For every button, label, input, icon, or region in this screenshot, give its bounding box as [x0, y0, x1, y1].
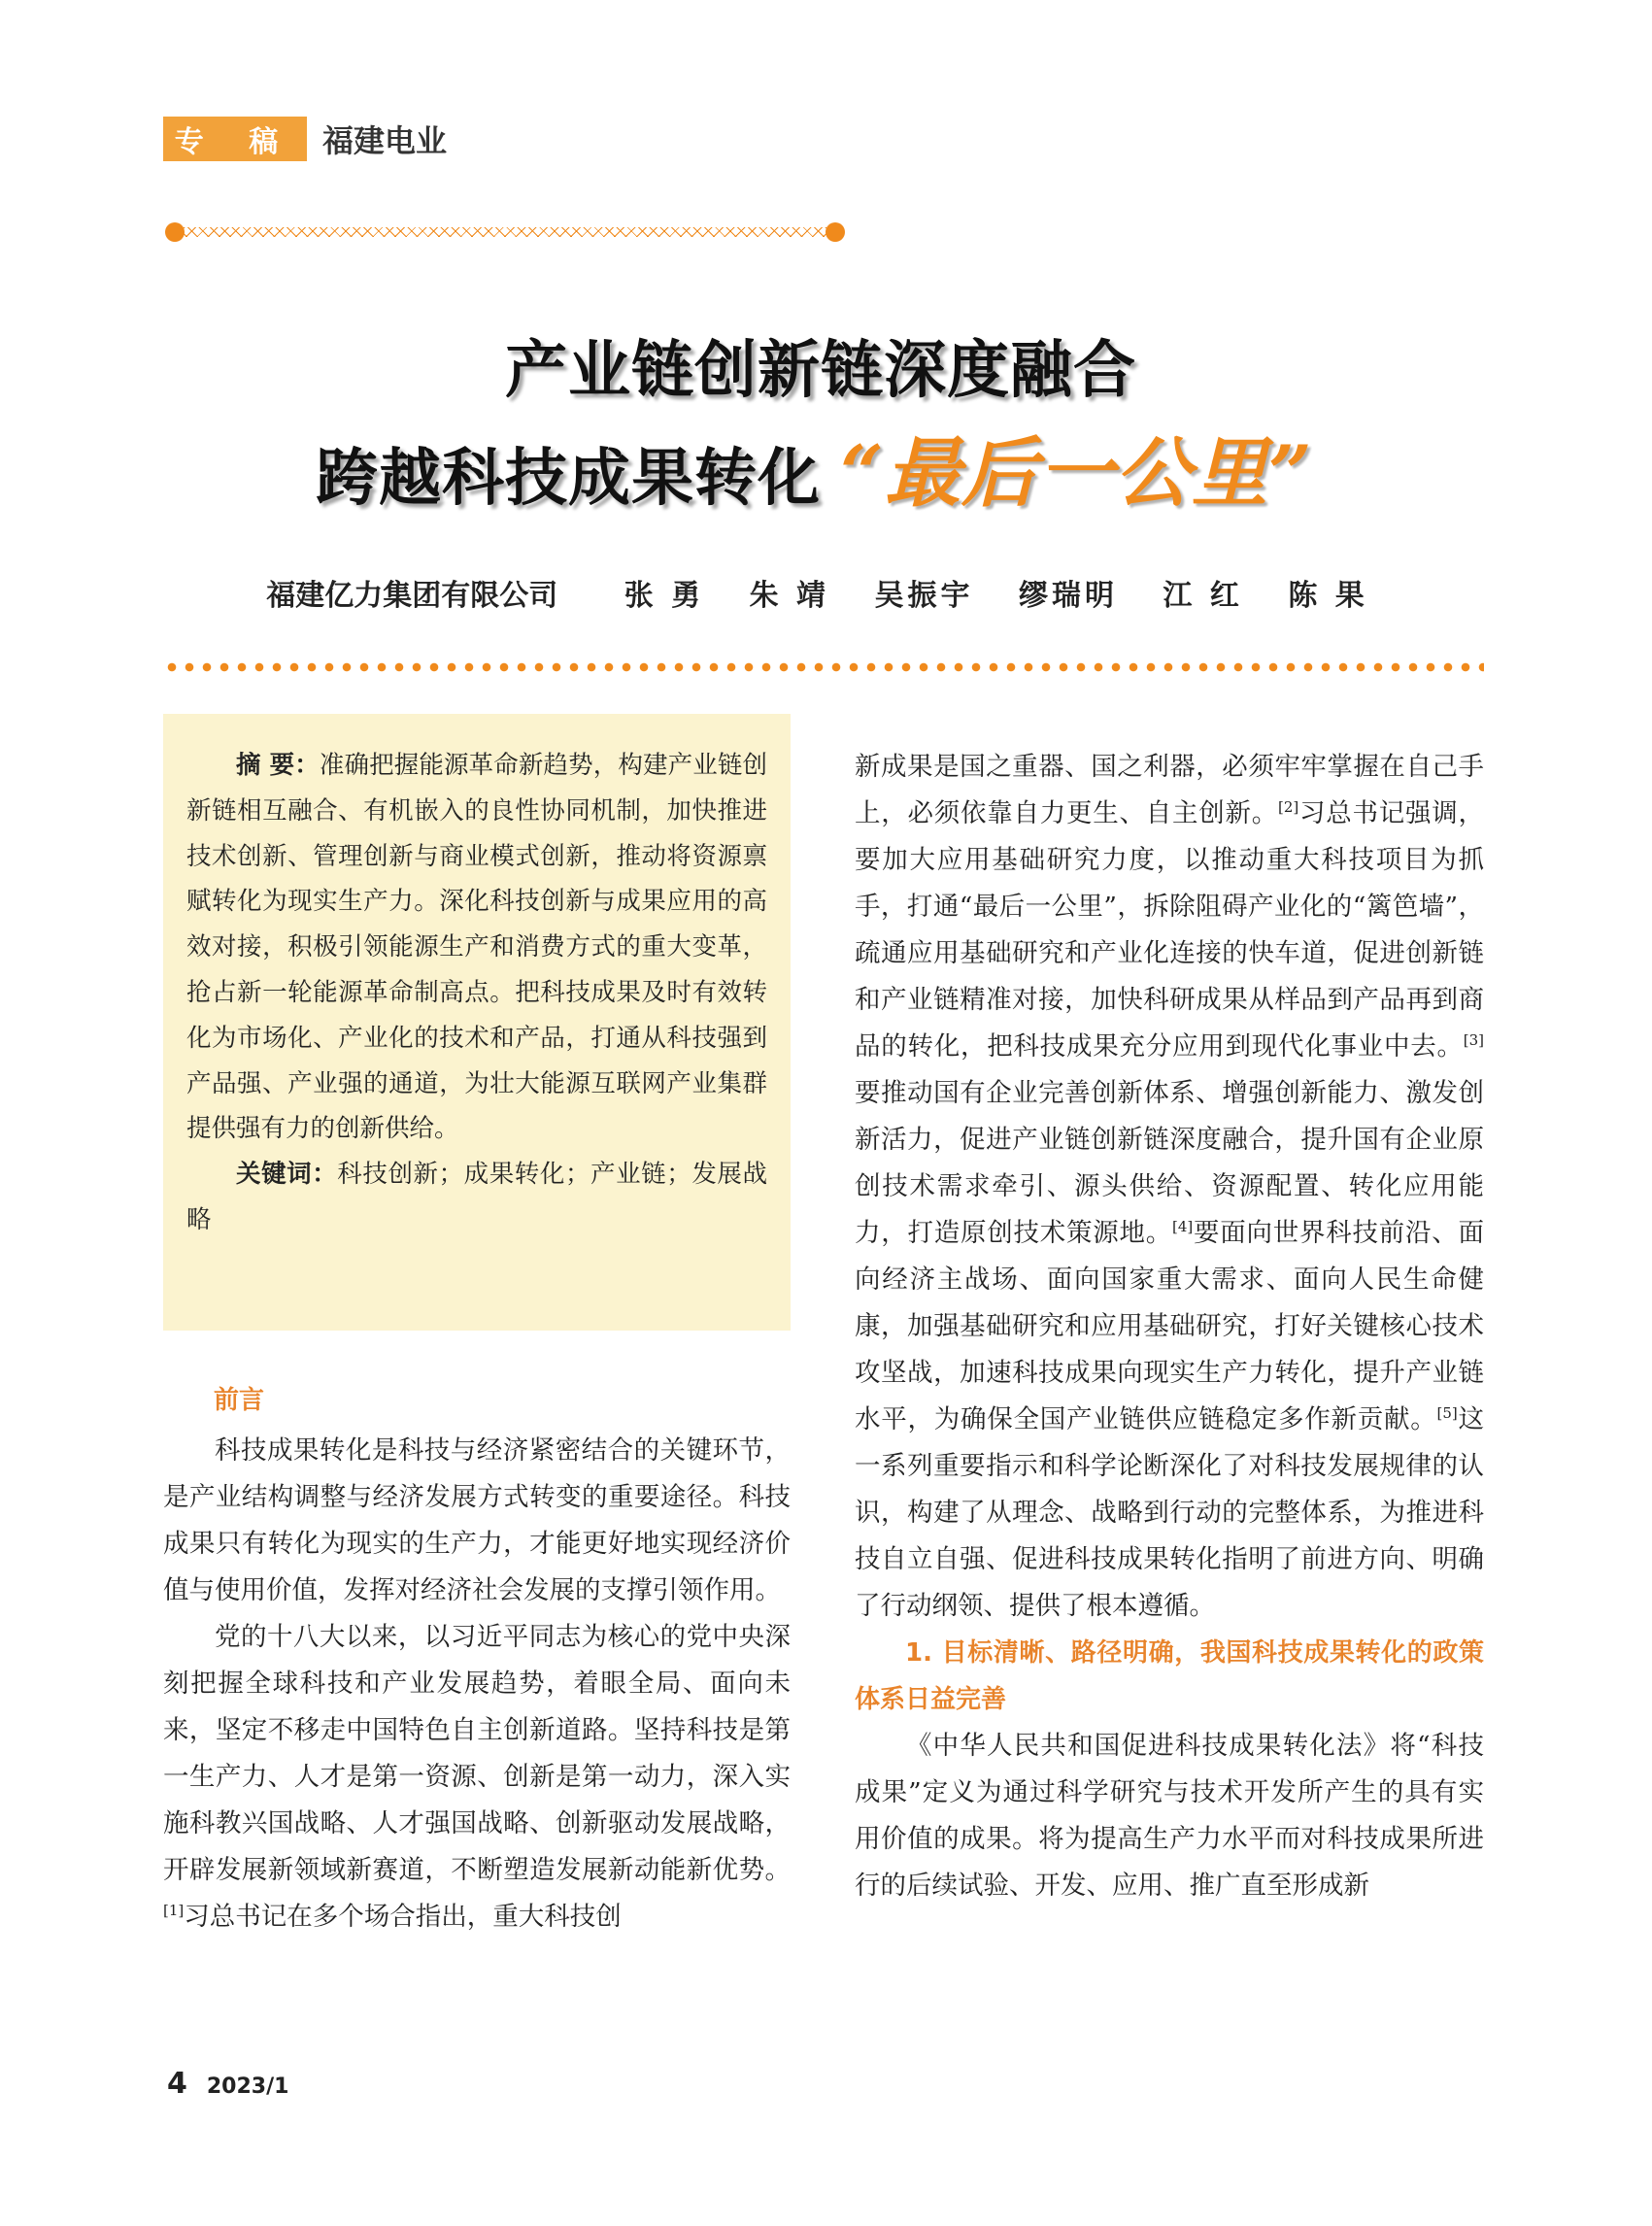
article-title-line2: [316, 413, 1313, 522]
article-title-line1: 产业链创新链深度融合: [505, 335, 1136, 407]
author-name: 缪瑞明: [1018, 579, 1118, 613]
left-column: [163, 1377, 791, 1940]
paragraph-text: 这一系列重要指示和科学论断深化了对科技发展规律的认识，构建了从理念、战略到行动的完整体系，为推进科技自立自强、促进科技成果转化指明了前进方向、明确了行动纲领、提供了根本遵循。: [855, 1404, 1484, 1621]
right-column: [855, 744, 1484, 1909]
body-paragraph: [855, 744, 1484, 1630]
author-name: 陈 果: [1288, 579, 1368, 613]
body-paragraph: [163, 1614, 791, 1940]
section-heading-preface: 前言: [214, 1386, 265, 1415]
author-organization: 福建亿力集团有限公司: [266, 579, 558, 613]
author-name: 朱 靖: [749, 579, 830, 613]
paragraph-text: 要面向世界科技前沿、面向经济主战场、面向国家重大需求、面向人民生命健康，加强基础研究和应用基础研究，打好关键核心技术攻坚战，加速科技成果向现实生产力转化，提升产业链水平，为确保全国产业链供应链稳定多作新贡献。: [855, 1218, 1484, 1434]
issue-label: 2023/1: [206, 2074, 289, 2099]
reference-mark: [1]: [163, 1902, 185, 1920]
paragraph-text: 习总书记在多个场合指出，重大科技创: [184, 1902, 622, 1932]
title-accent: “最后一公里”: [840, 429, 1313, 518]
decorative-divider: [165, 221, 845, 243]
paragraph-text: 党的十八大以来，以习近平同志为核心的党中央深刻把握全球科技和产业发展趋势，着眼全局、面向未来，坚定不移走中国特色自主创新道路。坚持科技是第一生产力、人才是第一资源、创新是第一动力，深入实施科教兴国战略、人才强国战略、创新驱动发展战略，开辟发展新领域新赛道，不断塑造发展新动能新优势。: [163, 1622, 791, 1885]
abstract-paragraph: [186, 743, 767, 1152]
author-name: 江 红: [1163, 579, 1243, 613]
abstract-label: 摘 要：: [236, 751, 320, 780]
byline: [0, 571, 1652, 614]
reference-mark: [3]: [1463, 1031, 1484, 1050]
body-paragraph: 科技成果转化是科技与经济紧密结合的关键环节，是产业结构调整与经济发展方式转变的重要途径。科技成果只有转化为现实的生产力，才能更好地实现经济价值与使用价值，发挥对经济社会发展的支撑引领作用。: [163, 1435, 791, 1605]
paragraph-text: 要推动国有企业完善创新体系、增强创新能力、激发创新活力，促进产业链创新链深度融合，提升国有企业原创技术需求牵引、源头供给、资源配置、转化应用能力，打造原创技术策源地。: [855, 1078, 1484, 1248]
body-paragraph: 《中华人民共和国促进科技成果转化法》将“科技成果”定义为通过科学研究与技术开发所产生的具有实用价值的成果。将为提高生产力水平而对科技成果所进行的后续试验、开发、应用、推广直至形成新: [855, 1731, 1484, 1901]
section-tag: 专 稿: [163, 117, 307, 161]
keywords-text: 科技创新；成果转化；产业链；发展战略: [186, 1160, 767, 1234]
divider-dot-right: [826, 222, 845, 242]
reference-mark: [2]: [1278, 798, 1299, 817]
keywords-label: 关键词：: [236, 1160, 338, 1190]
abstract-text: 准确把握能源革命新趋势，构建产业链创新链相互融合、有机嵌入的良性协同机制，加快推进技术创新、管理创新与商业模式创新，推动将资源禀赋转化为现实生产力。深化科技创新与成果应用的高效对接，积极引领能源生产和消费方式的重大变革，抢占新一轮能源革命制高点。把科技成果及时有效转化为市场化、产业化的技术和产品，打通从科技强到产品强、产业强的通道，为壮大能源互联网产业集群提供强有力的创新供给。: [186, 751, 767, 1144]
author-name: 张 勇: [624, 579, 705, 613]
keywords-paragraph: [186, 1152, 767, 1243]
page-footer: [167, 2067, 288, 2101]
paragraph-text: 习总书记强调，要加大应用基础研究力度，以推动重大科技项目为抓手，打通“最后一公里”，拆除阻碍产业化的“篱笆墙”，疏通应用基础研究和产业化连接的快车道，促进创新链和产业链精准对接，加快科研成果从样品到产品再到商品的转化，把科技成果充分应用到现代化事业中去。: [855, 798, 1484, 1062]
abstract-box: [163, 714, 791, 1331]
magazine-name: 福建电业: [322, 122, 448, 159]
title-line2-main: 跨越科技成果转化: [316, 443, 821, 515]
reference-mark: [5]: [1436, 1404, 1458, 1423]
author-name: 吴振宇: [874, 579, 974, 613]
section-heading-1: 1. 目标清晰、路径明确，我国科技成果转化的政策体系日益完善: [855, 1638, 1484, 1714]
section-header: [163, 117, 447, 161]
page-number: 4: [167, 2067, 187, 2101]
dotted-rule: [163, 662, 1484, 672]
reference-mark: [4]: [1172, 1218, 1194, 1236]
paragraph-text: 新成果是国之重器、国之利器，必须牢牢掌握在自己手上，必须依靠自力更生、自主创新。: [855, 752, 1484, 828]
divider-chain: [181, 227, 829, 237]
